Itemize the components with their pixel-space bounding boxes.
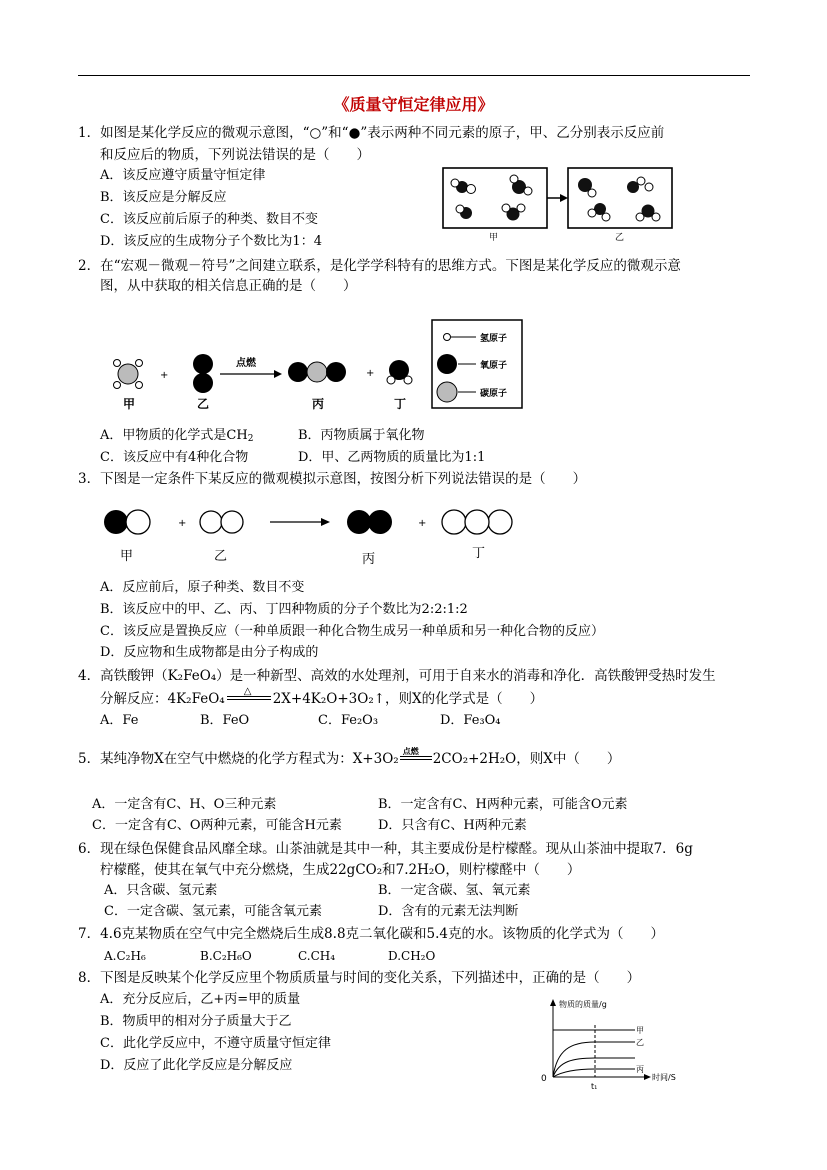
q1-fig-label-left: 甲 [489,233,499,243]
q8-ylabel: 物质的质量/g [559,1000,607,1009]
q8-option-a: A．充分反应后，乙+丙=甲的质量 [100,992,301,1007]
q5-option-a: A．一定含有C、H、O三种元素 [92,797,277,812]
svg-text:+: + [178,518,187,529]
q2-option-d: D．甲、乙两物质的质量比为1:1 [298,450,486,465]
svg-text:+: + [160,370,169,381]
q4-option-b: B．FeO [200,713,250,728]
q6-option-b: B．一定含碳、氢、氧元素 [378,883,531,898]
q2-arrow-label: 点燃 [236,358,256,369]
q2-label-ding: 丁 [394,397,407,411]
q7-stem: 7．4.6克某物质在空气中完全燃烧后生成8.8克二氧化碳和5.4克的水。该物质的化学式为（ ） [78,926,664,942]
legend-carbon: 碳原子 [480,389,508,399]
q8-mass-time-graph [535,995,705,1090]
q7-option-d: D.CH₂O [388,949,436,963]
q3-option-c: C．该反应是置换反应（一种单质跟一种化合物生成另一种单质和另一种化合物的反应） [100,624,604,639]
q5-option-b: B．一定含有C、H两种元素，可能含O元素 [378,797,628,812]
q7-option-b: B.C₂H₆O [200,949,252,963]
q5-condition: 点燃 [402,746,419,756]
legend-hydrogen: 氢原子 [480,334,508,344]
q2-option-b: B．丙物质属于氧化物 [298,428,425,443]
q4-option-c: C．Fe₂O₃ [318,713,379,728]
q6-option-a: A．只含碳、氢元素 [104,883,218,898]
q1-stem-line1: 1．如图是某化学反应的微观示意图，“○”和“●”表示两种不同元素的原子，甲、乙分别表示反应前 [78,125,665,141]
q3-label-bing: 丙 [362,552,376,567]
q2-label-yi: 乙 [197,397,210,411]
q2-label-jia: 甲 [123,397,136,411]
q4-equation: 分解反应：4K₂FeO₄ △ 2X+4K₂O+3O₂↑，则X的化学式是（ ） [100,689,543,709]
q7-option-c: C.CH₄ [298,949,336,963]
q8-option-d: D．反应了此化学反应是分解反应 [100,1058,293,1073]
top-rule [78,75,750,76]
q6-option-c: C．一定含碳、氢元素，可能含氧元素 [104,904,322,919]
svg-text:+: + [366,368,375,379]
q8-t-label: t₁ [591,1082,598,1091]
q5-stem: 5．某纯净物X在空气中燃烧的化学方程式为：X+3O₂ 点燃 2CO₂+2H₂O，则X中（ ） [78,749,620,769]
q3-stem: 3．下图是一定条件下某反应的微观模拟示意图，按图分析下列说法错误的是（ ） [78,471,587,487]
q8-origin: 0 [541,1074,547,1084]
q8-series-bing: 丙 [636,1065,644,1074]
q6-stem-line2: 柠檬醛，使其在氧气中充分燃烧，生成22gCO₂和7.2H₂O，则柠檬醛中（ ） [100,862,581,878]
q7-option-a: A.C₂H₆ [104,949,146,963]
legend-oxygen: 氧原子 [480,361,508,371]
q3-option-d: D．反应物和生成物都是由分子构成的 [100,645,319,660]
q8-stem: 8．下图是反映某个化学反应里个物质质量与时间的变化关系，下列描述中，正确的是（ ） [78,970,641,986]
q1-option-c: C．该反应前后原子的种类、数目不变 [100,212,318,227]
q8-series-yi: 乙 [636,1038,644,1047]
q1-stem-line2: 和反应后的物质，下列说法错误的是（ ） [100,147,370,163]
q3-figure [100,505,530,570]
q6-stem-line1: 6．现在绿色保健食品风靡全球。山茶油就是其中一种，其主要成份是柠檬醛。现从山茶油中提取7．6g [78,841,693,857]
q1-figure [440,165,690,245]
q4-option-d: D．Fe₃O₄ [440,713,501,728]
q2-option-a: A．甲物质的化学式是$CH_2$ [100,428,254,444]
q3-label-yi: 乙 [214,549,228,564]
q8-series-jia: 甲 [636,1026,644,1035]
q2-label-bing: 丙 [312,397,325,411]
svg-text:+: + [418,518,427,529]
q1-fig-label-right: 乙 [615,233,625,243]
q1-option-b: B．该反应是分解反应 [100,190,227,205]
q2-stem-line2: 图，从中获取的相关信息正确的是（ ） [100,278,357,294]
q2-stem-line1: 2．在“宏观－微观－符号”之间建立联系，是化学学科特有的思维方式。下图是某化学反应的微观示意 [78,258,681,274]
q2-option-c: C．该反应中有4种化合物 [100,450,249,465]
q6-option-d: D．含有的元素无法判断 [378,904,519,919]
q4-stem-line1: 4．高铁酸钾（K₂FeO₄）是一种新型、高效的水处理剂，可用于自来水的消毒和净化．高铁酸钾受热时发生 [78,668,716,684]
q2-figure [108,320,528,415]
q3-label-ding: 丁 [472,546,486,561]
q8-option-b: B．物质甲的相对分子质量大于乙 [100,1014,292,1029]
q8-xlabel: 时间/S [652,1073,676,1082]
q3-label-jia: 甲 [120,549,134,564]
q5-option-d: D．只含有C、H两种元素 [378,818,527,833]
q1-option-d: D．该反应的生成物分子个数比为1：4 [100,234,322,249]
q3-option-b: B．该反应中的甲、乙、丙、丁四种物质的分子个数比为2:2:1:2 [100,602,468,617]
q4-option-a: A．Fe [100,713,139,728]
page-title: 《质量守恒定律应用》 [333,95,494,114]
q4-condition: △ [243,686,252,697]
q5-option-c: C．一定含有C、O两种元素，可能含H元素 [92,818,342,833]
q1-option-a: A．该反应遵守质量守恒定律 [100,168,266,183]
q8-option-c: C．此化学反应中，不遵守质量守恒定律 [100,1036,331,1051]
q3-option-a: A．反应前后，原子种类、数目不变 [100,580,305,595]
